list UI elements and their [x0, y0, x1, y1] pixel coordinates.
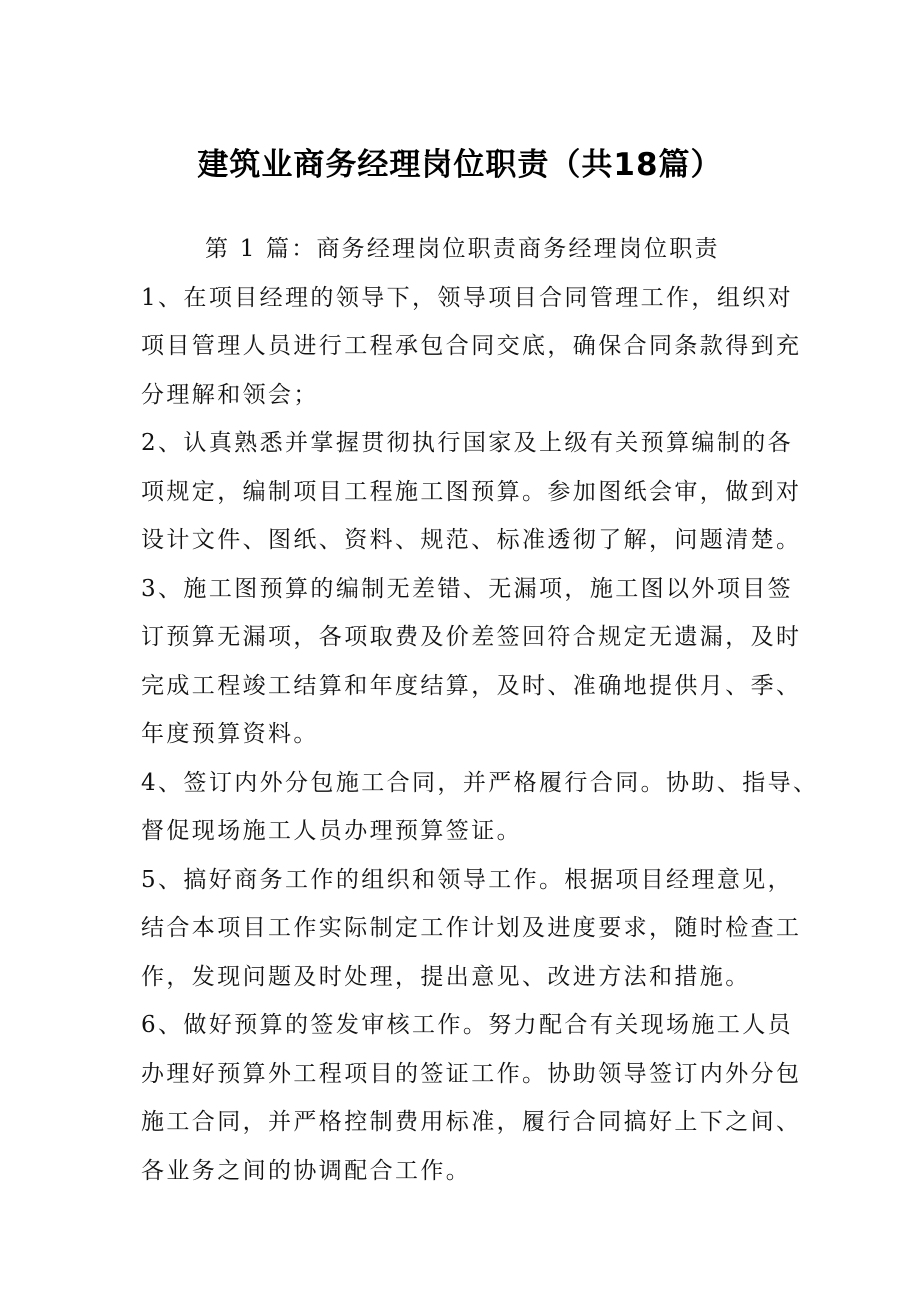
paragraph-line: 6、做好预算的签发审核工作。努力配合有关现场施工人员	[141, 1012, 794, 1038]
paragraph-line: 办理好预算外工程项目的签证工作。协助领导签订内外分包	[141, 1060, 802, 1087]
paragraph-line: 3、施工图预算的编制无差错、无漏项，施工图以外项目签	[141, 575, 794, 602]
paragraph-line: 各业务之间的协调配合工作。	[141, 1157, 472, 1184]
paragraph-line: 4、签订内外分包施工合同，并严格履行合同。协助、指导、	[141, 769, 819, 796]
paragraph-line: 年度预算资料。	[141, 721, 319, 747]
paragraph-line: 订预算无漏项，各项取费及价差签回符合规定无遗漏，及时	[141, 624, 802, 650]
paragraph-line: 项规定，编制项目工程施工图预算。参加图纸会审，做到对	[141, 478, 802, 505]
paragraph-line: 作，发现问题及时处理，提出意见、改进方法和措施。	[141, 963, 751, 990]
paragraph-line: 督促现场施工人员办理预算签证。	[141, 818, 522, 844]
paragraph-line: 施工合同，并严格控制费用标准，履行合同搞好上下之间、	[141, 1109, 802, 1135]
paragraph-line: 结合本项目工作实际制定工作计划及进度要求，随时检查工	[141, 915, 802, 941]
paragraph-line: 项目管理人员进行工程承包合同交底，确保合同条款得到充	[141, 333, 802, 359]
paragraph-line: 2、认真熟悉并掌握贯彻执行国家及上级有关预算编制的各	[141, 430, 794, 456]
paragraph-line: 设计文件、图纸、资料、规范、标准透彻了解，问题清楚。	[141, 527, 802, 553]
paragraph-line: 分理解和领会；	[141, 381, 319, 408]
paragraph-line: 5、搞好商务工作的组织和领导工作。根据项目经理意见，	[141, 866, 794, 893]
paragraph-line: 1、在项目经理的领导下，领导项目合同管理工作，组织对	[141, 284, 794, 311]
paragraph-line: 完成工程竣工结算和年度结算，及时、准确地提供月、季、	[141, 672, 802, 699]
document-body	[141, 225, 819, 1195]
document-title: 建筑业商务经理岗位职责（共18篇）	[197, 147, 723, 183]
section-heading: 第 1 篇：商务经理岗位职责商务经理岗位职责	[205, 236, 720, 262]
